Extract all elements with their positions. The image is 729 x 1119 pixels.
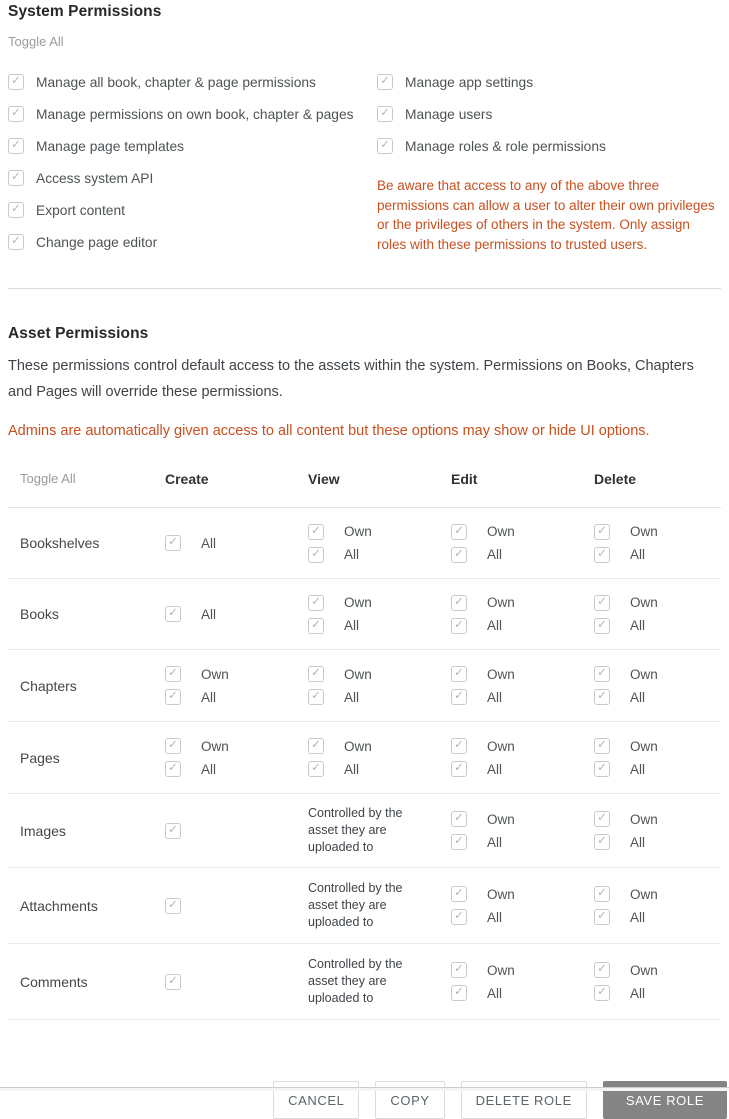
checkbox-checked-icon[interactable]: ✓: [165, 666, 181, 682]
edit-own-all-cell: [451, 666, 594, 705]
checkbox-checked-icon[interactable]: ✓: [451, 524, 467, 540]
perm-label: Change page editor: [36, 234, 158, 250]
perm-label: Export content: [36, 202, 125, 218]
perm-export-content: [8, 202, 377, 218]
checkbox-label: All: [487, 689, 503, 705]
checkbox-checked-icon[interactable]: ✓: [165, 823, 181, 839]
checkbox-checked-icon[interactable]: ✓: [451, 618, 467, 634]
perm-manage-own-permissions: [8, 106, 377, 122]
asset-permissions-table: [8, 471, 721, 1020]
checkbox-checked-icon[interactable]: ✓: [308, 524, 324, 540]
checkbox-checked-icon[interactable]: ✓: [165, 689, 181, 705]
checkbox-checked-icon[interactable]: ✓: [165, 738, 181, 754]
create-own-all-cell: [165, 666, 308, 705]
view-controlled-note: Controlled by the asset they are uploaded to: [308, 957, 403, 1005]
checkbox-checked-icon[interactable]: ✓: [165, 761, 181, 777]
system-permissions-grid: [8, 74, 721, 266]
view-own-all-cell: [308, 524, 451, 563]
checkbox-checked-icon[interactable]: ✓: [451, 689, 467, 705]
checkbox-label: All: [344, 618, 360, 633]
system-permissions-title: System Permissions: [8, 3, 162, 20]
delete-own-all-cell: [594, 595, 721, 634]
checkbox-checked-icon[interactable]: ✓: [308, 547, 324, 563]
checkbox-checked-icon[interactable]: ✓: [8, 74, 24, 90]
view-own-all-cell: [308, 666, 451, 705]
checkbox-label: Own: [344, 666, 372, 682]
perm-label: Manage all book, chapter & page permissions: [36, 74, 316, 90]
checkbox-checked-icon[interactable]: ✓: [8, 234, 24, 250]
checkbox-checked-icon[interactable]: ✓: [8, 138, 24, 154]
checkbox-checked-icon[interactable]: ✓: [451, 738, 467, 754]
delete-own-all-cell: [594, 811, 721, 850]
checkbox-checked-icon[interactable]: ✓: [451, 985, 467, 1001]
checkbox-label: All: [487, 909, 503, 925]
checkbox-label: All: [630, 547, 646, 562]
checkbox-label: Own: [344, 738, 372, 754]
view-own-all-cell: [308, 595, 451, 634]
column-header-edit: Edit: [451, 471, 478, 487]
checkbox-label: Own: [630, 738, 658, 754]
edit-own-all-cell: [451, 738, 594, 777]
edit-own-all-cell: [451, 595, 594, 634]
edit-own-all-cell: [451, 962, 594, 1001]
checkbox-checked-icon[interactable]: ✓: [8, 106, 24, 122]
checkbox-checked-icon[interactable]: ✓: [451, 666, 467, 682]
checkbox-checked-icon[interactable]: ✓: [308, 689, 324, 705]
checkbox-label: All: [201, 689, 217, 705]
checkbox-label: Own: [487, 595, 515, 610]
column-header-create: Create: [165, 471, 209, 487]
checkbox-checked-icon[interactable]: ✓: [451, 761, 467, 777]
table-row-images: [8, 794, 721, 868]
checkbox-label: All: [344, 689, 360, 705]
checkbox-label: Own: [630, 595, 658, 610]
table-row-chapters: [8, 650, 721, 722]
row-label: Bookshelves: [20, 535, 100, 551]
delete-own-all-cell: [594, 524, 721, 563]
section-divider: [8, 288, 721, 289]
system-permissions-right-column: [377, 74, 721, 266]
bottom-edge-divider: [0, 1087, 729, 1091]
checkbox-label: Own: [630, 811, 658, 827]
table-toggle-all-link[interactable]: Toggle All: [20, 471, 76, 486]
row-label: Attachments: [20, 897, 98, 914]
checkbox-checked-icon[interactable]: ✓: [594, 666, 610, 682]
create-all-checkbox-cell: [165, 535, 308, 551]
asset-permissions-title: Asset Permissions: [8, 325, 149, 342]
checkbox-label: Own: [344, 524, 372, 539]
checkbox-label: All: [201, 761, 217, 777]
perm-label: Manage app settings: [405, 74, 534, 90]
perm-change-page-editor: [8, 234, 377, 250]
checkbox-checked-icon[interactable]: ✓: [165, 898, 181, 914]
row-label: Images: [20, 822, 66, 839]
checkbox-label: All: [344, 547, 360, 562]
system-toggle-all-link[interactable]: Toggle All: [8, 34, 64, 49]
checkbox-checked-icon[interactable]: ✓: [594, 618, 610, 634]
checkbox-checked-icon[interactable]: ✓: [451, 834, 467, 850]
checkbox-label: Own: [201, 666, 229, 682]
checkbox-checked-icon[interactable]: ✓: [594, 761, 610, 777]
checkbox-checked-icon[interactable]: ✓: [594, 811, 610, 827]
checkbox-checked-icon[interactable]: ✓: [594, 985, 610, 1001]
checkbox-label: Own: [630, 962, 658, 978]
checkbox-label: All: [630, 618, 646, 633]
checkbox-checked-icon[interactable]: ✓: [377, 106, 393, 122]
checkbox-label: All: [487, 761, 503, 777]
admin-access-note: Admins are automatically given access to all content but these options may show or hide UI options.: [8, 423, 650, 439]
view-controlled-note: Controlled by the asset they are uploaded to: [308, 881, 403, 929]
perm-label: Manage page templates: [36, 138, 185, 154]
checkbox-label: All: [630, 985, 646, 1001]
checkbox-checked-icon[interactable]: ✓: [308, 595, 324, 611]
cancel-button[interactable]: CANCEL: [273, 1081, 359, 1119]
checkbox-checked-icon[interactable]: ✓: [594, 738, 610, 754]
create-checkbox-cell: [165, 823, 308, 839]
checkbox-label: Own: [630, 524, 658, 539]
create-checkbox-cell: [165, 974, 308, 990]
checkbox-label: All: [201, 535, 217, 551]
checkbox-checked-icon[interactable]: ✓: [308, 666, 324, 682]
checkbox-label: All: [630, 689, 646, 705]
checkbox-label: Own: [344, 595, 372, 610]
checkbox-label: All: [630, 761, 646, 777]
checkbox-checked-icon[interactable]: ✓: [594, 962, 610, 978]
table-row-bookshelves: [8, 508, 721, 579]
perm-manage-roles: [377, 138, 721, 154]
row-label: Chapters: [20, 677, 77, 694]
checkbox-checked-icon[interactable]: ✓: [165, 606, 181, 622]
checkbox-checked-icon[interactable]: ✓: [377, 74, 393, 90]
checkbox-checked-icon[interactable]: ✓: [8, 202, 24, 218]
checkbox-label: All: [201, 606, 217, 622]
checkbox-label: All: [487, 618, 503, 633]
checkbox-label: Own: [487, 738, 515, 754]
view-own-all-cell: [308, 738, 451, 777]
table-row-attachments: [8, 868, 721, 944]
checkbox-label: Own: [630, 886, 658, 902]
checkbox-checked-icon[interactable]: ✓: [451, 909, 467, 925]
edit-own-all-cell: [451, 811, 594, 850]
perm-manage-users: [377, 106, 721, 122]
row-label: Pages: [20, 749, 60, 766]
checkbox-checked-icon[interactable]: ✓: [594, 909, 610, 925]
checkbox-checked-icon[interactable]: ✓: [8, 170, 24, 186]
delete-own-all-cell: [594, 738, 721, 777]
checkbox-checked-icon[interactable]: ✓: [165, 974, 181, 990]
row-label: Comments: [20, 973, 88, 990]
column-header-delete: Delete: [594, 471, 637, 487]
checkbox-label: All: [487, 834, 503, 850]
checkbox-checked-icon[interactable]: ✓: [308, 618, 324, 634]
checkbox-label: Own: [201, 738, 229, 754]
perm-manage-app-settings: [377, 74, 721, 90]
checkbox-checked-icon[interactable]: ✓: [594, 834, 610, 850]
checkbox-label: Own: [487, 811, 515, 827]
perm-manage-all-permissions: [8, 74, 377, 90]
checkbox-label: All: [344, 761, 360, 777]
checkbox-label: Own: [487, 886, 515, 902]
checkbox-label: Own: [487, 962, 515, 978]
checkbox-label: All: [487, 985, 503, 1001]
checkbox-label: Own: [487, 666, 515, 682]
table-row-books: [8, 579, 721, 650]
privilege-warning-text: Be aware that access to any of the above three permissions can allow a user to alter their own privileges or the privileges of others in the system. Only assign roles with these permissions to trusted users.: [377, 178, 715, 252]
table-row-pages: [8, 722, 721, 794]
checkbox-label: All: [630, 909, 646, 925]
row-label: Books: [20, 606, 59, 622]
delete-own-all-cell: [594, 962, 721, 1001]
perm-manage-page-templates: [8, 138, 377, 154]
checkbox-checked-icon[interactable]: ✓: [165, 535, 181, 551]
column-header-view: View: [308, 471, 340, 487]
checkbox-checked-icon[interactable]: ✓: [308, 738, 324, 754]
checkbox-checked-icon[interactable]: ✓: [594, 524, 610, 540]
delete-own-all-cell: [594, 886, 721, 925]
perm-access-system-api: [8, 170, 377, 186]
perm-label: Manage roles & role permissions: [405, 138, 606, 154]
perm-label: Manage users: [405, 106, 493, 122]
asset-permissions-description: These permissions control default access to the assets within the system. Permissions on Books, Chapters and Pages will override these permissions.: [8, 358, 694, 400]
create-checkbox-cell: [165, 898, 308, 914]
edit-own-all-cell: [451, 886, 594, 925]
table-row-comments: [8, 944, 721, 1020]
copy-button[interactable]: COPY: [375, 1081, 444, 1119]
create-all-checkbox-cell: [165, 606, 308, 622]
checkbox-checked-icon[interactable]: ✓: [451, 962, 467, 978]
system-permissions-left-column: [8, 74, 377, 266]
delete-own-all-cell: [594, 666, 721, 705]
edit-own-all-cell: [451, 524, 594, 563]
checkbox-checked-icon[interactable]: ✓: [308, 761, 324, 777]
checkbox-label: Own: [487, 524, 515, 539]
table-header-row: [8, 471, 721, 508]
create-own-all-cell: [165, 738, 308, 777]
checkbox-checked-icon[interactable]: ✓: [594, 886, 610, 902]
delete-role-button[interactable]: DELETE ROLE: [461, 1081, 587, 1119]
view-controlled-note: Controlled by the asset they are uploaded to: [308, 806, 403, 854]
checkbox-checked-icon[interactable]: ✓: [451, 886, 467, 902]
checkbox-label: All: [630, 834, 646, 850]
perm-label: Manage permissions on own book, chapter & pages: [36, 106, 354, 122]
checkbox-label: Own: [630, 666, 658, 682]
checkbox-checked-icon[interactable]: ✓: [594, 547, 610, 563]
checkbox-checked-icon[interactable]: ✓: [594, 689, 610, 705]
checkbox-label: All: [487, 547, 503, 562]
checkbox-checked-icon[interactable]: ✓: [594, 595, 610, 611]
checkbox-checked-icon[interactable]: ✓: [451, 811, 467, 827]
perm-label: Access system API: [36, 170, 154, 186]
save-role-button[interactable]: SAVE ROLE: [603, 1081, 727, 1119]
checkbox-checked-icon[interactable]: ✓: [451, 547, 467, 563]
checkbox-checked-icon[interactable]: ✓: [451, 595, 467, 611]
checkbox-checked-icon[interactable]: ✓: [377, 138, 393, 154]
